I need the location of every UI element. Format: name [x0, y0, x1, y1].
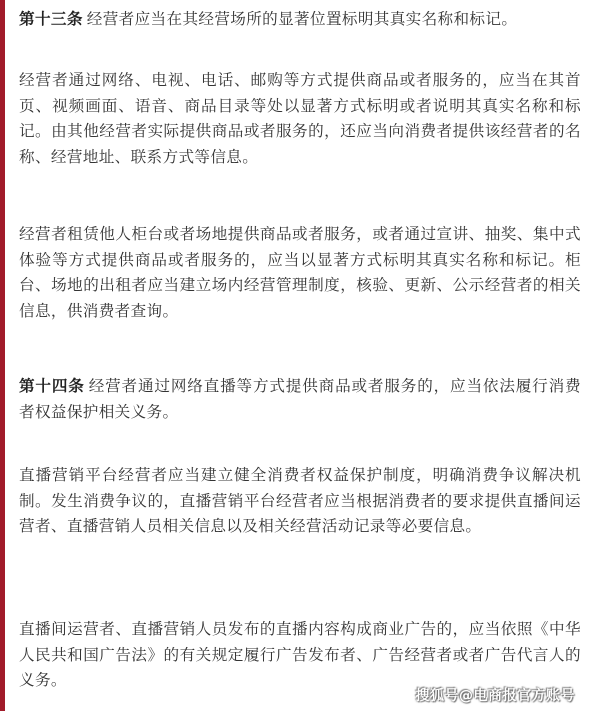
paragraph-article-13 [19, 7, 517, 33]
paragraph-text: 经营者通过网络直播等方式提供商品或者服务的，应当依法履行消费者权益保护相关义务。 [19, 377, 581, 421]
article-14-heading: 第十四条 [19, 377, 85, 395]
paragraph-article-14 [19, 374, 581, 425]
paragraph-counter-rental [19, 222, 581, 324]
paragraph-text: 经营者应当在其经营场所的显著位置标明其真实名称和标记。 [86, 10, 518, 28]
left-accent-bar [0, 0, 5, 711]
sohu-watermark: 搜狐号@电商报官方账号 [415, 688, 575, 704]
paragraph-online-sellers [19, 68, 581, 170]
paragraph-text: 直播间运营者、直播营销人员发布的直播内容构成商业广告的，应当依照《中华人民共和国广告法》的有关规定履行广告发布者、广告经营者或者广告代言人的义务。 [19, 620, 581, 689]
article-13-heading: 第十三条 [19, 10, 83, 28]
paragraph-livestream-platform [19, 463, 581, 540]
paragraph-text: 经营者通过网络、电视、电话、邮购等方式提供商品或者服务的，应当在其首页、视频画面、语音、商品目录等处以显著方式标明或者说明其真实名称和标记。由其他经营者实际提供商品或者服务的，还应当向消费者提供该经营者的名称、经营地址、联系方式等信息。 [19, 71, 581, 166]
paragraph-text: 直播营销平台经营者应当建立健全消费者权益保护制度，明确消费争议解决机制。发生消费争议的，直播营销平台经营者应当根据消费者的要求提供直播间运营者、直播营销人员相关信息以及相关经营活动记录等必要信息。 [19, 466, 581, 535]
paragraph-text: 经营者租赁他人柜台或者场地提供商品或者服务，或者通过宣讲、抽奖、集中式体验等方式提供商品或者服务的，应当以显著方式标明其真实名称和标记。柜台、场地的出租者应当建立场内经营管理制度，核验、更新、公示经营者的相关信息，供消费者查询。 [19, 225, 581, 320]
paragraph-livestream-ads [19, 617, 581, 694]
